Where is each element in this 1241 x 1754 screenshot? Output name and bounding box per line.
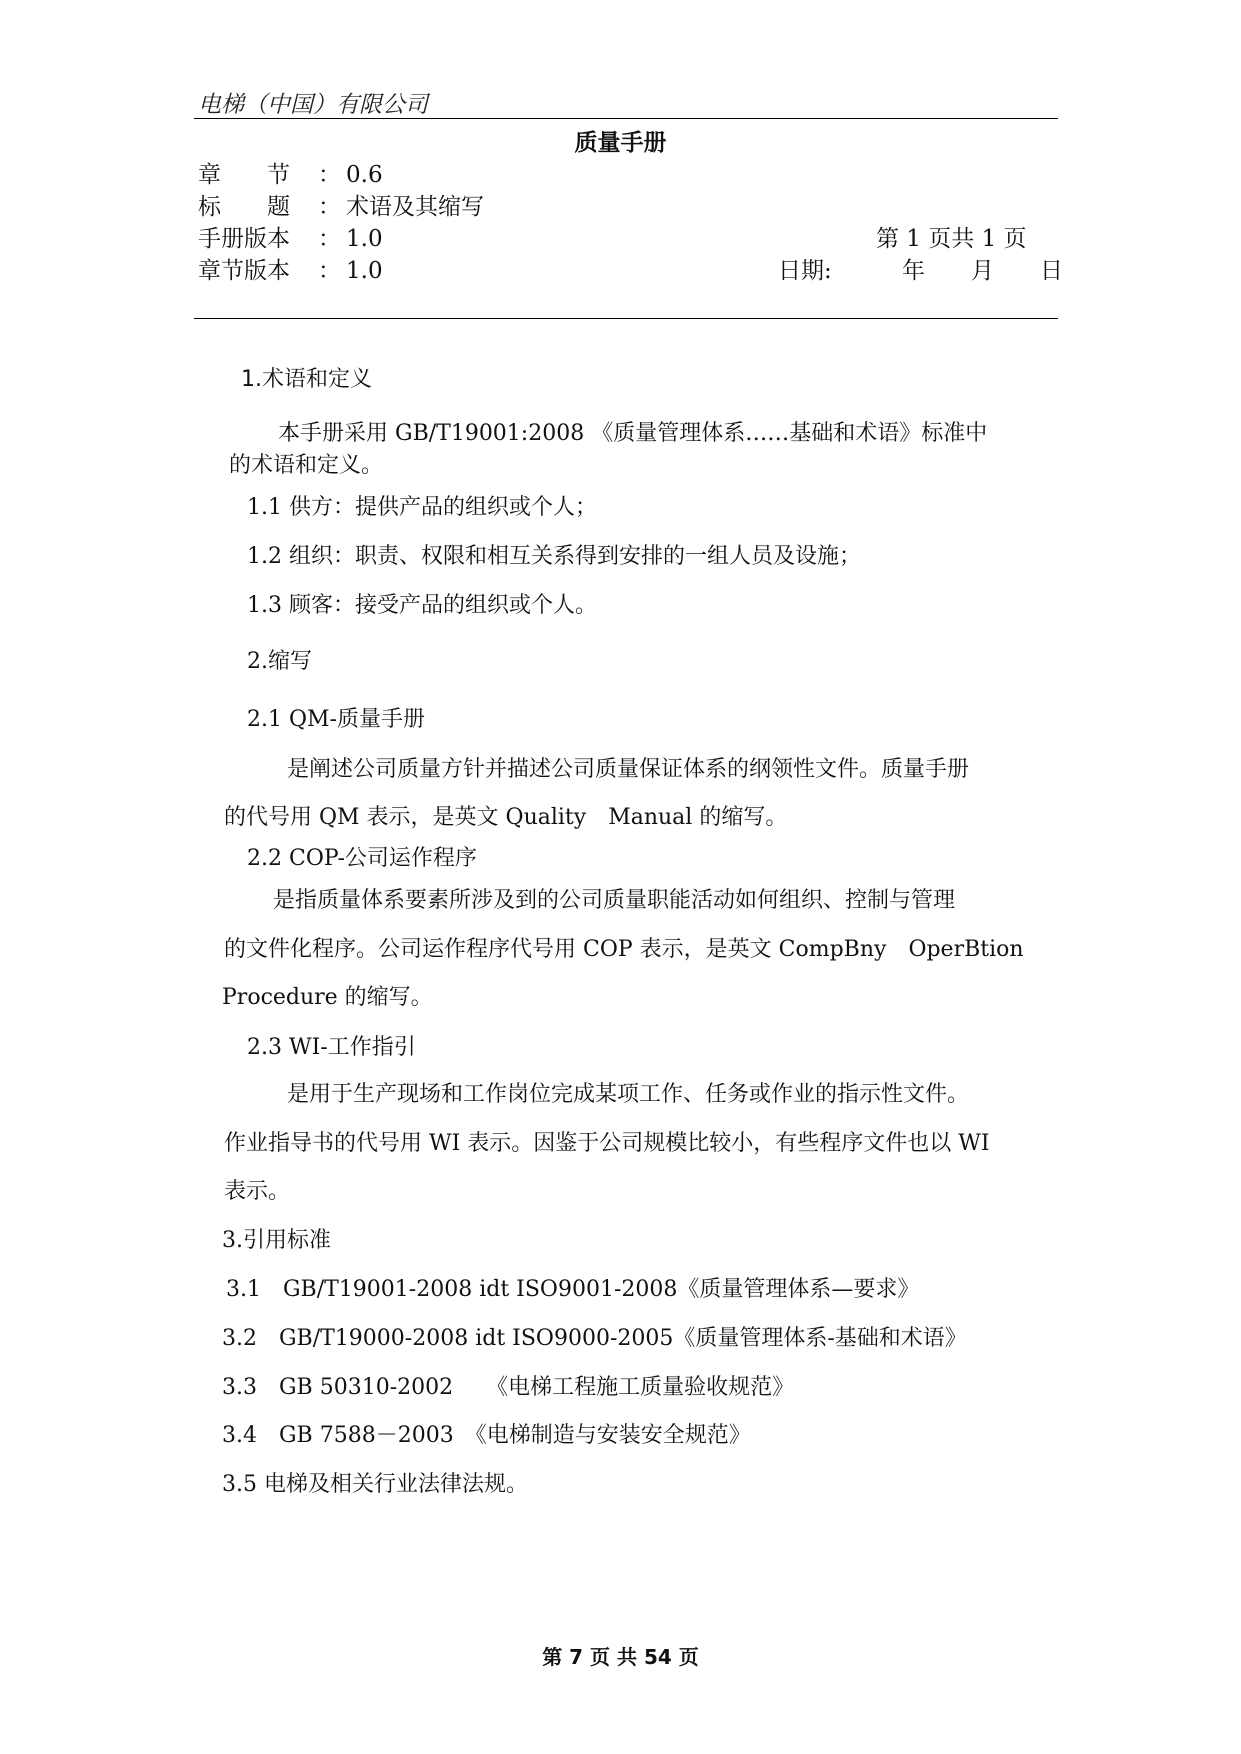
section-2-3-line1: 是用于生产现场和工作岗位完成某项工作、任务或作业的指示性文件。 xyxy=(287,1082,970,1107)
meta-label: 标 题 xyxy=(198,194,290,220)
section-1-title: 1.术语和定义 xyxy=(241,367,372,392)
section-1-intro-line2: 的术语和定义。 xyxy=(229,453,384,478)
section-2-1-line2: 的代号用 QM 表示，是英文 Quality Manual 的缩写。 xyxy=(224,805,788,830)
meta-label: 章节版本 xyxy=(198,258,290,284)
date-fields: 年 月 日 xyxy=(902,258,1063,284)
meta-row-title xyxy=(198,188,484,221)
meta-separator: ： xyxy=(318,162,341,188)
section-2-1-line1: 是阐述公司质量方针并描述公司质量保证体系的纲领性文件。质量手册 xyxy=(287,757,970,782)
company-name: 电梯（中国）有限公司 xyxy=(198,92,428,118)
section-2-title: 2.缩写 xyxy=(247,649,312,674)
document-title: 质量手册 xyxy=(574,130,667,156)
header-rule-bottom xyxy=(194,318,1058,319)
meta-label: 手册版本 xyxy=(198,226,290,252)
meta-value: 术语及其缩写 xyxy=(346,194,484,220)
section-2-3-line2: 作业指导书的代号用 WI 表示。因鉴于公司规模比较小，有些程序文件也以 WI xyxy=(224,1131,990,1156)
section-2-2-line1: 是指质量体系要素所涉及到的公司质量职能活动如何组织、控制与管理 xyxy=(273,888,956,913)
page-info: 第 1 页共 1 页 xyxy=(876,226,1027,252)
section-3-title: 3.引用标准 xyxy=(222,1228,331,1253)
section-3-1: 3.1 GB/T19001-2008 idt ISO9001-2008《质量管理体系—要求》 xyxy=(226,1277,920,1302)
meta-label: 章 节 xyxy=(198,162,290,188)
section-2-1-title: 2.1 QM-质量手册 xyxy=(247,707,425,732)
date-label: 日期: xyxy=(778,258,832,284)
meta-value: 1.0 xyxy=(346,258,383,284)
section-3-3: 3.3 GB 50310-2002 《电梯工程施工质量验收规范》 xyxy=(222,1375,795,1400)
section-2-2-title: 2.2 COP-公司运作程序 xyxy=(247,846,477,871)
meta-row-manual-version xyxy=(198,220,383,253)
header-rule-top xyxy=(194,118,1058,119)
meta-separator: ： xyxy=(318,226,341,252)
meta-separator: ： xyxy=(318,194,341,220)
section-1-1: 1.1 供方：提供产品的组织或个人； xyxy=(247,495,597,520)
section-3-5: 3.5 电梯及相关行业法律法规。 xyxy=(222,1472,528,1497)
meta-row-chapter xyxy=(198,156,383,189)
meta-separator: ： xyxy=(318,258,341,284)
section-2-3-line3: 表示。 xyxy=(224,1179,291,1204)
section-2-2-line2: 的文件化程序。公司运作程序代号用 COP 表示，是英文 CompBny OperBtion xyxy=(224,937,1024,962)
meta-row-chapter-version xyxy=(198,252,383,285)
section-1-3: 1.3 顾客：接受产品的组织或个人。 xyxy=(247,593,597,618)
section-1-2: 1.2 组织：职责、权限和相互关系得到安排的一组人员及设施； xyxy=(247,544,861,569)
meta-value: 0.6 xyxy=(346,162,383,188)
meta-value: 1.0 xyxy=(346,226,383,252)
section-1-intro-line1: 本手册采用 GB/T19001:2008 《质量管理体系……基础和术语》标准中 xyxy=(278,421,988,446)
section-2-2-line3: Procedure 的缩写。 xyxy=(222,985,433,1010)
section-2-3-title: 2.3 WI-工作指引 xyxy=(247,1035,416,1060)
section-3-4: 3.4 GB 7588－2003 《电梯制造与安装安全规范》 xyxy=(222,1423,751,1448)
footer-page-number: 第 7 页 共 54 页 xyxy=(542,1645,699,1669)
section-3-2: 3.2 GB/T19000-2008 idt ISO9000-2005《质量管理体系-基础和术语》 xyxy=(222,1326,967,1351)
